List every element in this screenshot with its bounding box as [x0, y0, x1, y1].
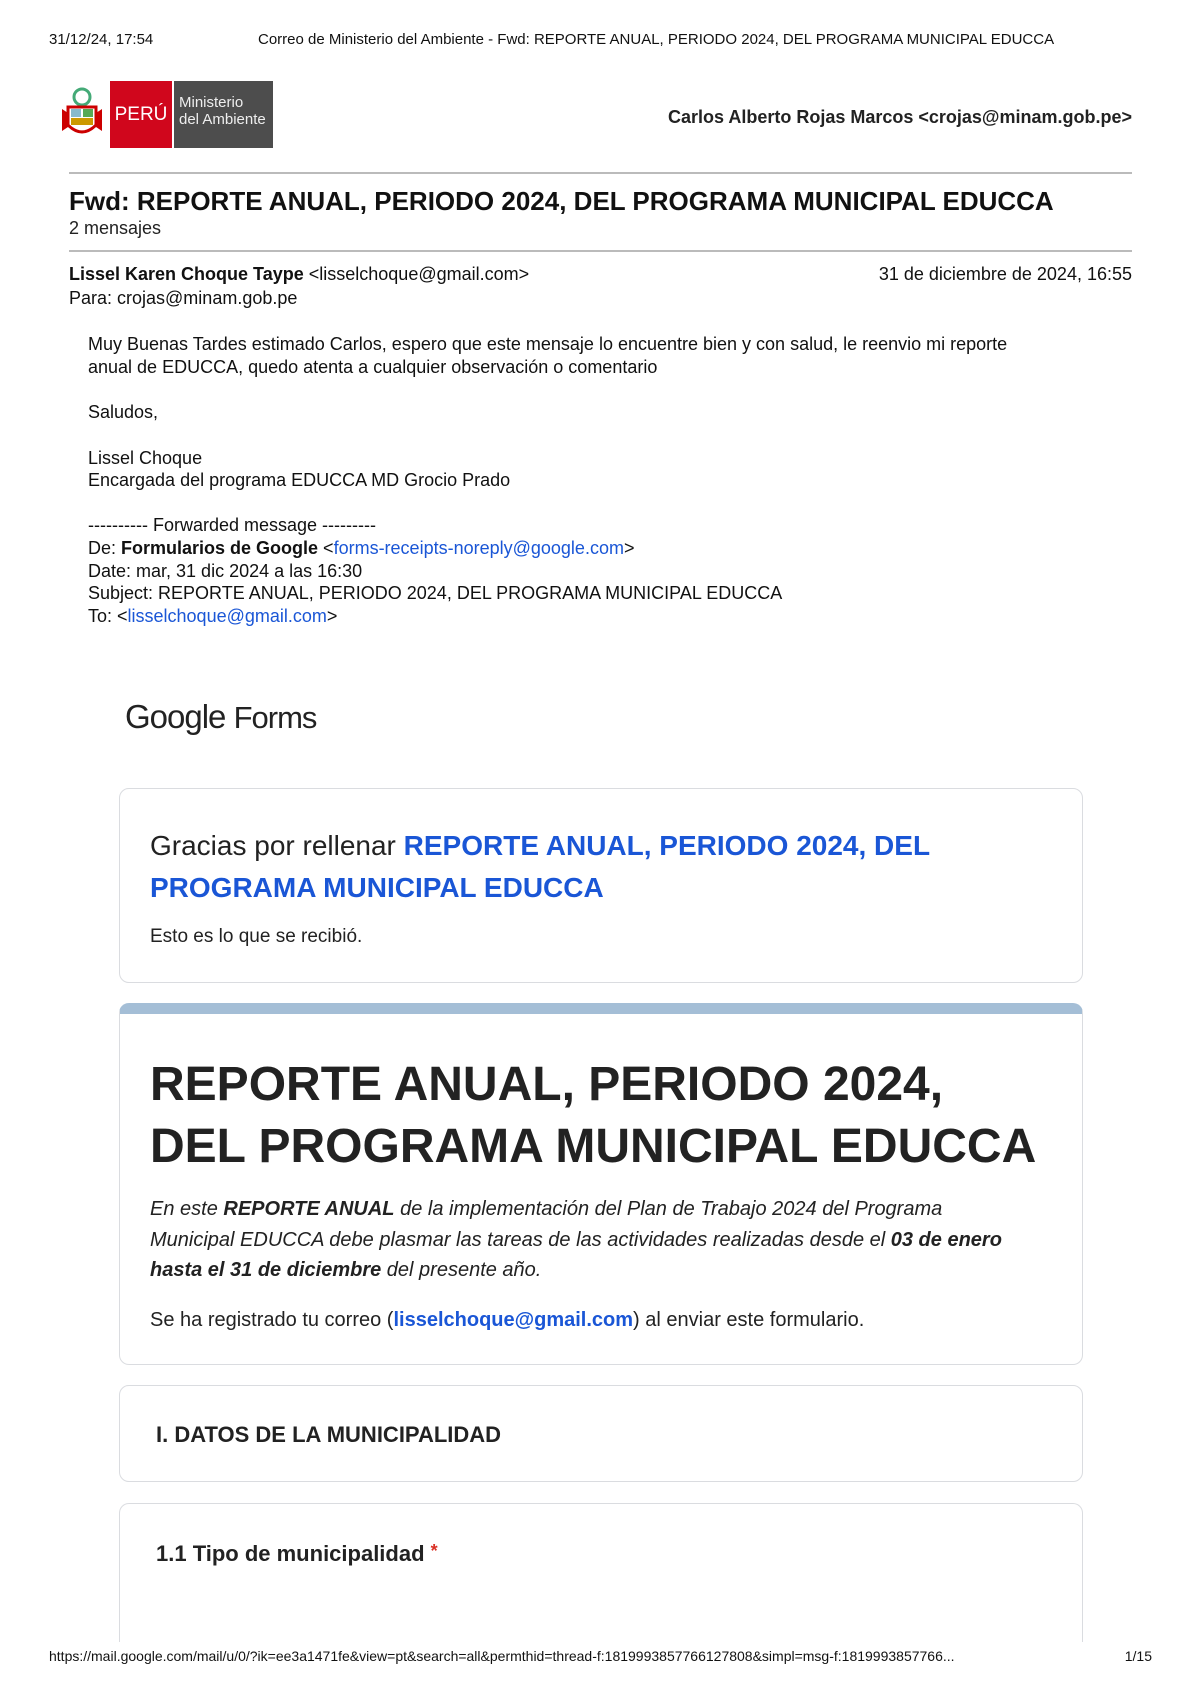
body-line: anual de EDUCCA, quedo atenta a cualquier observación o comentario	[88, 357, 658, 377]
divider	[69, 250, 1132, 252]
form-title: REPORTE ANUAL, PERIODO 2024, DEL PROGRAMA MUNICIPAL EDUCCA	[150, 1058, 1037, 1173]
minam-logo	[60, 81, 273, 148]
thread-subject: Fwd: REPORTE ANUAL, PERIODO 2024, DEL PROGRAMA MUNICIPAL EDUCCA	[69, 186, 1054, 216]
body-line: Muy Buenas Tardes estimado Carlos, espero que este mensaje lo encuentre bien y con salud, le reenvio mi reporte	[88, 334, 1008, 354]
forwarded-from: De: Formularios de Google <forms-receipts-noreply@google.com>	[88, 538, 635, 558]
form-description: En este REPORTE ANUAL de la implementación del Plan de Trabajo 2024 del Programa Municipal EDUCCA debe plasmar las tareas de las actividades realizadas desde el 03 de enero hasta el 31 de diciembre del presente año.	[150, 1198, 1002, 1281]
message-count: 2 mensajes	[69, 218, 162, 238]
print-datetime: 31/12/24, 17:54	[49, 31, 154, 48]
forwarded-to: To: <lisselchoque@gmail.com>	[88, 606, 338, 626]
signature-role: Encargada del programa EDUCCA MD Grocio Prado	[88, 470, 511, 490]
confirmation-card	[119, 788, 1083, 983]
message-date: 31 de diciembre de 2024, 16:55	[878, 264, 1132, 284]
print-url: https://mail.google.com/mail/u/0/?ik=ee3a1471fe&view=pt&search=all&permthid=thread-f:1819993857766127808&simpl=msg-f:1819993857766...	[49, 1648, 955, 1664]
form-header-card	[119, 1003, 1083, 1365]
greeting: Saludos,	[88, 402, 159, 422]
sender-email: <lisselchoque@gmail.com>	[308, 264, 530, 284]
google-forms-logo: Google Forms	[125, 698, 317, 735]
received-text: Esto es lo que se recibió.	[150, 926, 363, 947]
forms-noreply-link[interactable]: forms-receipts-noreply@google.com	[333, 538, 624, 558]
print-page-number: 1/15	[1124, 1648, 1152, 1664]
required-asterisk: *	[430, 1541, 438, 1561]
section-card	[119, 1385, 1083, 1482]
logo-ministry: Ministerio del Ambiente	[174, 81, 273, 148]
divider	[69, 172, 1132, 174]
logo-peru: PERÚ	[110, 81, 174, 148]
forwarded-header: ---------- Forwarded message ---------	[88, 515, 376, 535]
registered-email-link[interactable]: lisselchoque@gmail.com	[393, 1309, 634, 1331]
recipient: Para: crojas@minam.gob.pe	[69, 288, 298, 308]
sender	[69, 263, 529, 285]
signature-name: Lissel Choque	[88, 448, 203, 468]
peru-coat-of-arms-icon	[60, 81, 104, 148]
forwarded-subject: Subject: REPORTE ANUAL, PERIODO 2024, DEL PROGRAMA MUNICIPAL EDUCCA	[88, 583, 783, 603]
recipient-email-link[interactable]: lisselchoque@gmail.com	[127, 606, 327, 626]
sender-name: Lissel Karen Choque Taype	[69, 264, 304, 284]
print-page-title: Correo de Ministerio del Ambiente - Fwd: REPORTE ANUAL, PERIODO 2024, DEL PROGRAMA MUNICIPAL EDUCCA	[258, 31, 1055, 48]
section-title: I. DATOS DE LA MUNICIPALIDAD	[156, 1422, 502, 1447]
question-title: 1.1 Tipo de municipalidad *	[156, 1541, 438, 1566]
account-owner: Carlos Alberto Rojas Marcos <crojas@minam.gob.pe>	[667, 107, 1132, 127]
thanks-text: Gracias por rellenar REPORTE ANUAL, PERIODO 2024, DEL PROGRAMA MUNICIPAL EDUCCA	[150, 830, 931, 903]
form-link[interactable]: REPORTE ANUAL, PERIODO 2024, DEL PROGRAMA MUNICIPAL EDUCCA	[150, 830, 931, 903]
forwarded-date: Date: mar, 31 dic 2024 a las 16:30	[88, 561, 363, 581]
registered-email-notice: Se ha registrado tu correo (lisselchoque@gmail.com) al enviar este formulario.	[150, 1309, 865, 1331]
